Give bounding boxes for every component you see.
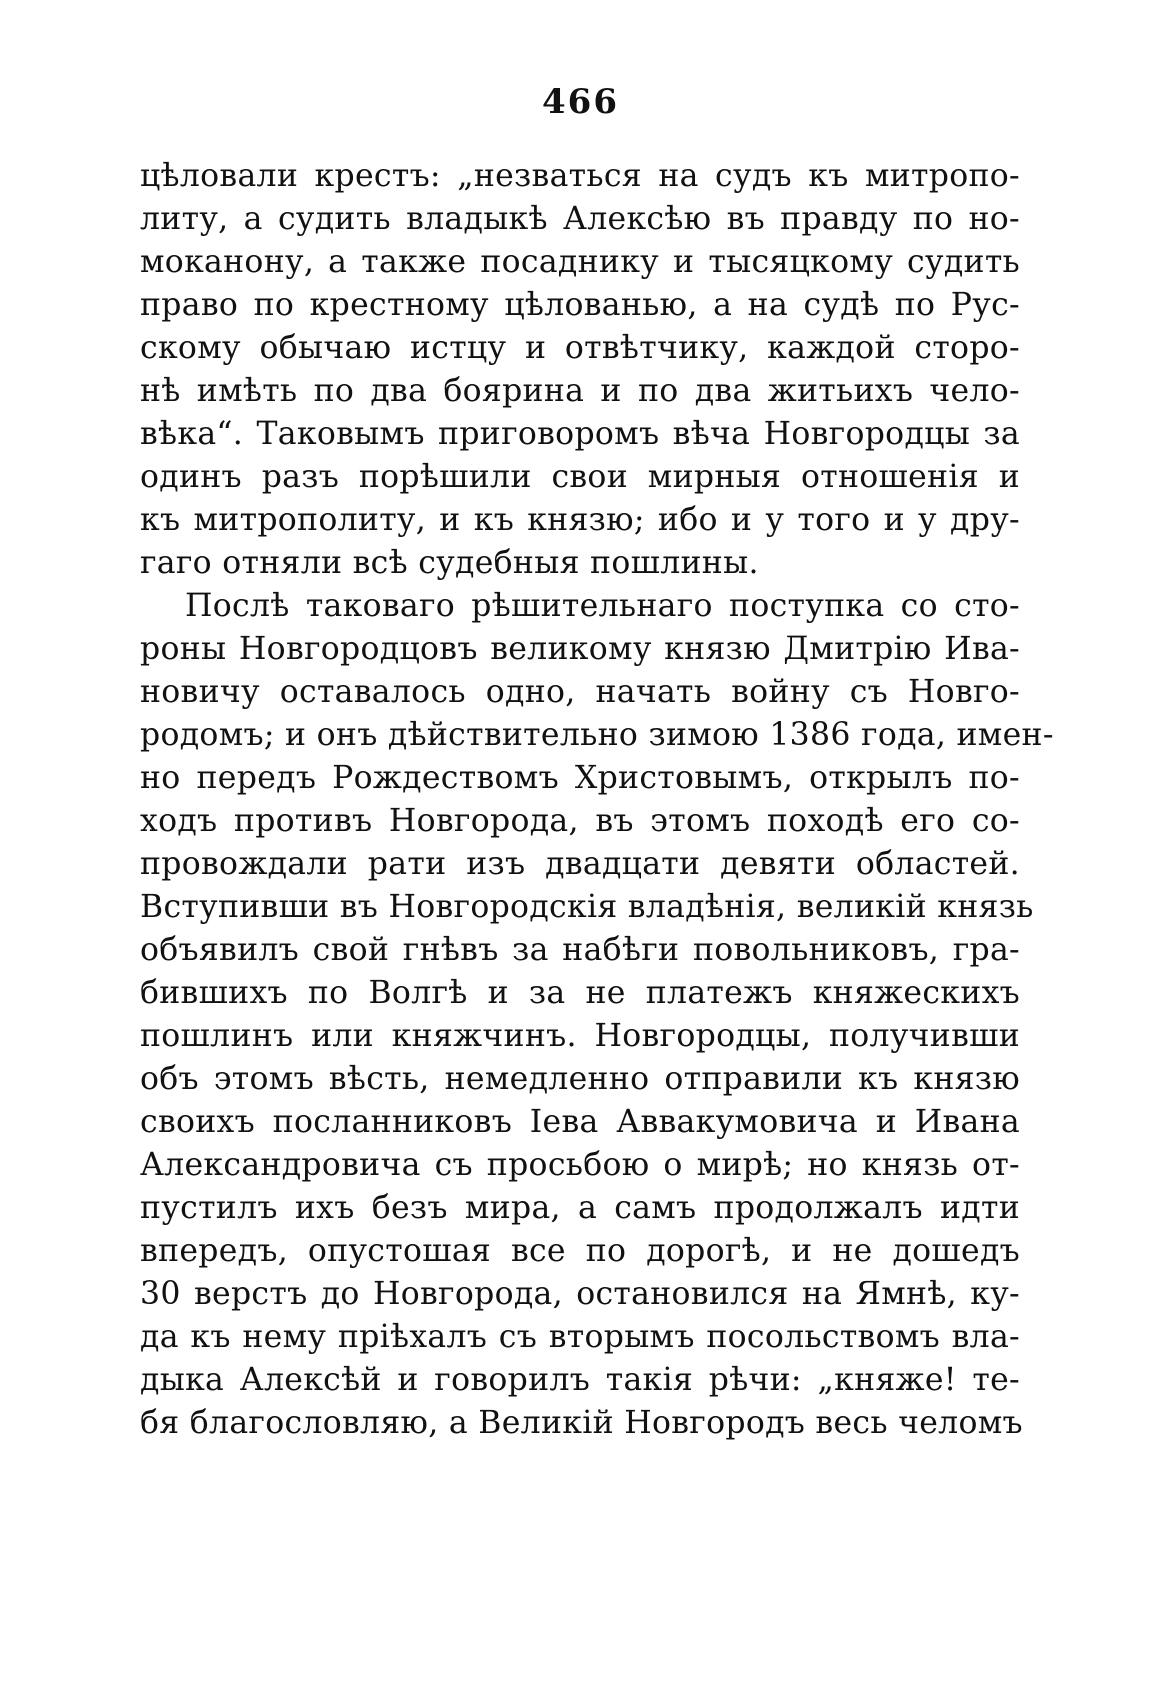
text-line: гаго отняли всѣ судебныя пошлины. [140,545,759,581]
text-line: провождали рати изъ двадцати девяти областей. [140,846,1020,882]
page-number: 466 [542,82,619,122]
text-line: да къ нему пріѣхалъ съ вторымъ посольствомъ вла- [140,1319,1020,1355]
text-line: но передъ Рождествомъ Христовымъ, открылъ по- [140,760,1020,796]
text-line: пошлинъ или княжчинъ. Новгородцы, получивши [140,1018,1020,1054]
text-line: нѣ имѣть по два боярина и по два житьихъ чело- [140,373,1020,409]
text-line: литу, а судить владыкѣ Алексѣю въ правду по но- [140,201,1020,237]
text-line: бившихъ по Волгѣ и за не платежъ княжескихъ [140,975,1020,1011]
text-line: цѣловали крестъ: „незваться на судъ къ митропо- [140,158,1020,194]
text-line: впередъ, опустошая все по дорогѣ, и не дошедъ [140,1233,1020,1269]
text-line: Вступивши въ Новгородскія владѣнія, великій князь [140,889,1034,925]
text-line: бя благословляю, а Великій Новгородъ весь челомъ [140,1405,1023,1441]
text-line: роны Новгородцовъ великому князю Дмитрію Ива- [140,631,1020,667]
text-line: родомъ; и онъ дѣйствительно зимою 1386 года, имен- [140,717,1054,753]
text-line: дыка Алексѣй и говорилъ такія рѣчи: „княже! те- [140,1362,1020,1398]
text-line: пустилъ ихъ безъ мира, а самъ продолжалъ идти [140,1190,1020,1226]
text-line: 30 верстъ до Новгорода, остановился на Ямнѣ, ку- [140,1276,1020,1312]
text-line: къ митрополиту, и къ князю; ибо и у того и у дру- [140,502,1020,538]
text-line: новичу оставалось одно, начать войну съ Новго- [140,674,1020,710]
text-line: вѣка“. Таковымъ приговоромъ вѣча Новгородцы за [140,416,1020,452]
text-line: объ этомъ вѣсть, немедленно отправили къ князю [140,1061,1020,1097]
text-line: скому обычаю истцу и отвѣтчику, каждой сторо- [140,330,1020,366]
text-line: объявилъ свой гнѣвъ за набѣги повольниковъ, гра- [140,932,1020,968]
text-line: Послѣ таковаго рѣшительнаго поступка со сто- [185,588,1020,624]
text-line: право по крестному цѣлованью, а на судѣ по Рус- [140,287,1020,323]
text-line: ходъ противъ Новгорода, въ этомъ походѣ его со- [140,803,1020,839]
text-line: Александровича съ просьбою о мирѣ; но князь от- [140,1147,1020,1183]
text-line: своихъ посланниковъ Іева Аввакумовича и Ивана [140,1104,1020,1140]
text-line: одинъ разъ порѣшили свои мирныя отношенія и [140,459,1020,495]
text-line: моканону, а также посаднику и тысяцкому судить [140,244,1020,280]
